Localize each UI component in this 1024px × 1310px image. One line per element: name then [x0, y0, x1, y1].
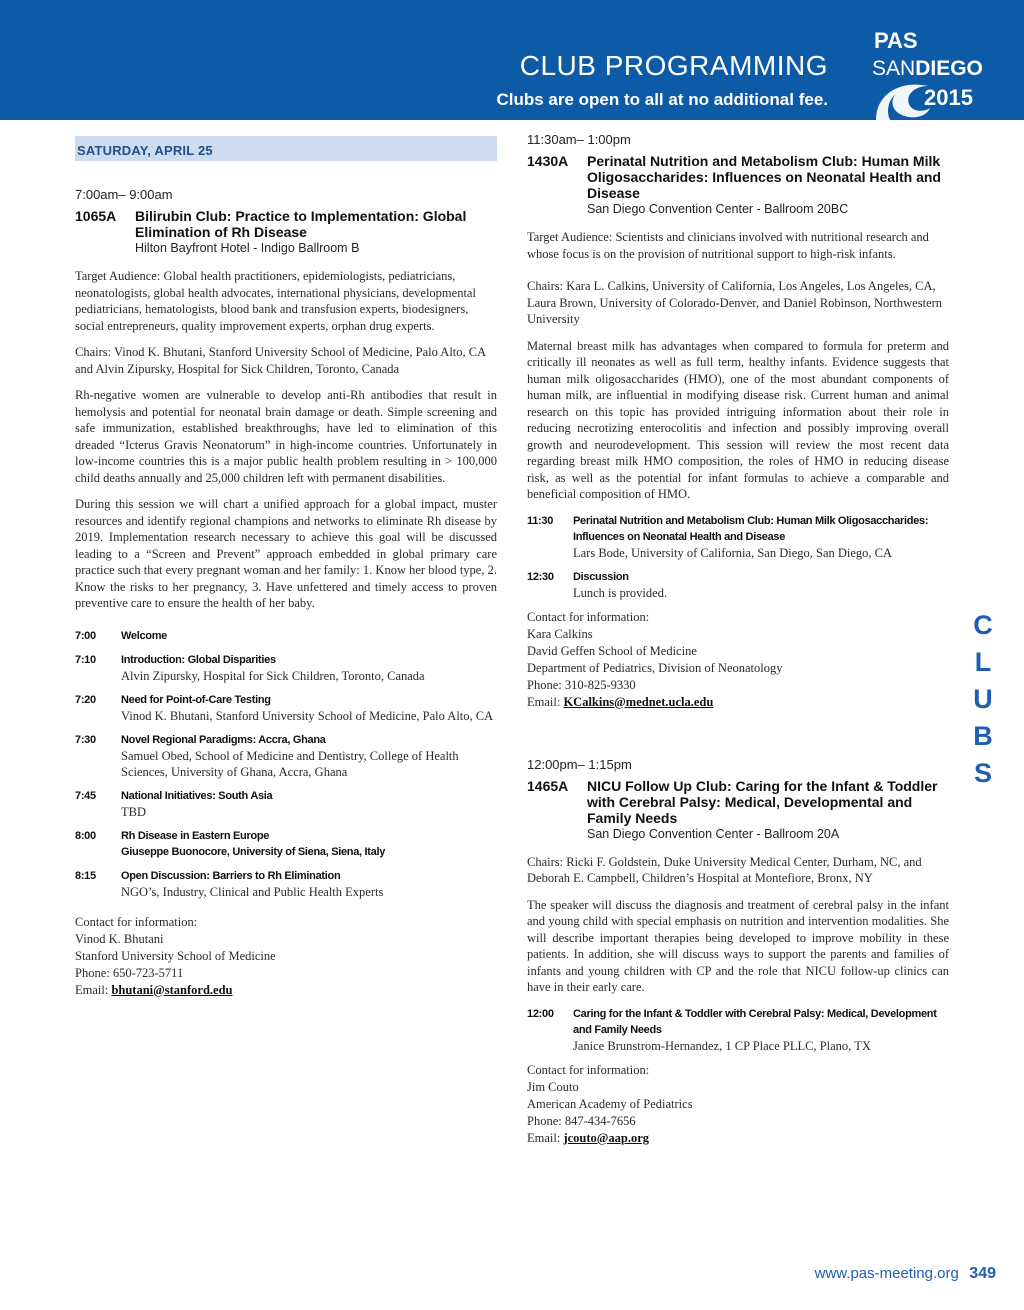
header-banner	[0, 0, 1024, 120]
banner-subtitle: Clubs are open to all at no additional fee.	[496, 90, 828, 109]
agenda-title: Introduction: Global Disparities	[121, 653, 276, 666]
agenda-time: 12:00	[527, 1007, 554, 1020]
email-label: Email:	[527, 694, 564, 709]
agenda-title: National Initiatives: South Asia	[121, 789, 273, 802]
description-paragraph: Maternal breast milk has advantages when compared to formula for preterm and critically ill neonates as well as full term, healthy infants. Evidence suggests that human milk oligosaccharides (HMO), one of the most abundant components of human milk, are influential in modifying disease risk. Current human and animal research on this topic has provided intriguing information about their role in reducing necrotizing enterocolitis and infection and possibly improving overall growth and neurodevelopment. This session will review the most recent data regarding breast milk HMO composition, the roles of HMO in reducing disease risk, as well as the potential for infant formulas to achieve a comparable and beneficial composition of HMO.	[527, 338, 949, 501]
contact-heading: Contact for information:	[527, 1062, 650, 1077]
contact-org: David Geffen School of Medicine	[527, 643, 697, 658]
agenda-note: Lunch is provided.	[573, 585, 668, 600]
contact-heading: Contact for information:	[75, 914, 198, 929]
chairs: Chairs: Vinod K. Bhutani, Stanford University School of Medicine, Palo Alto, CA and Alvin Zipursky, Hospital for Sick Children, Toronto, Canada	[75, 345, 486, 376]
agenda-item	[527, 1006, 949, 1054]
agenda-item	[75, 868, 497, 900]
logo-san: SAN	[872, 57, 916, 80]
session-time: 7:00am– 9:00am	[75, 187, 173, 202]
agenda-speaker: Vinod K. Bhutani, Stanford University School of Medicine, Palo Alto, CA	[121, 708, 494, 723]
contact-heading: Contact for information:	[527, 609, 650, 624]
agenda-speaker: TBD	[121, 804, 146, 819]
side-letter: B	[973, 721, 993, 751]
agenda-time: 8:00	[75, 829, 96, 842]
agenda-time: 7:30	[75, 733, 96, 746]
contact-name: Kara Calkins	[527, 626, 593, 641]
email-link[interactable]: KCalkins@mednet.ucla.edu	[563, 694, 714, 709]
contact-phone: Phone: 310-825-9330	[527, 677, 636, 692]
agenda-time: 11:30	[527, 514, 554, 527]
side-letter: U	[973, 684, 993, 714]
session-code: 1065A	[75, 208, 117, 224]
contact-email-line	[75, 982, 497, 999]
page-footer	[815, 1265, 996, 1283]
session-code: 1430A	[527, 153, 569, 169]
agenda-time: 7:20	[75, 693, 96, 706]
agenda-item	[75, 828, 497, 860]
chairs: Chairs: Ricki F. Goldstein, Duke University Medical Center, Durham, NC, and Deborah E. Campbell, Children’s Hospital at Montefiore, Bronx, NY	[527, 854, 922, 885]
contact-phone: Phone: 847-434-7656	[527, 1113, 636, 1128]
contact-name: Vinod K. Bhutani	[75, 931, 164, 946]
contact-org: Stanford University School of Medicine	[75, 948, 276, 963]
description-paragraph: Rh-negative women are vulnerable to develop anti-Rh antibodies that result in hemolysis and potential for neonatal brain damage or death. Simple screening and safe immunization, established breakthroughs, have led to elimination of this dreaded “Icterus Gravis Neonatorum” in high-income countries. Unfortunately in low-income countries this is a major public health problem resulting in > 100,000 child deaths annually and 25,000 children left with permanent disabilities.	[75, 388, 497, 485]
contact-email-line	[527, 1130, 949, 1147]
session-location: San Diego Convention Center - Ballroom 20BC	[587, 202, 849, 216]
agenda-title: Novel Regional Paradigms: Accra, Ghana	[121, 733, 326, 746]
date-heading: SATURDAY, APRIL 25	[75, 136, 497, 161]
contact-block	[75, 914, 497, 999]
agenda-title: Need for Point-of-Care Testing	[121, 693, 271, 706]
contact-phone: Phone: 650-723-5711	[75, 965, 184, 980]
session-header	[527, 778, 949, 842]
left-column	[75, 132, 497, 999]
contact-name: Jim Couto	[527, 1079, 579, 1094]
session-title: Perinatal Nutrition and Metabolism Club: Human Milk Oligosaccharides: Influences on Neonatal Health and Disease	[587, 153, 941, 201]
agenda-title: Discussion	[573, 570, 629, 583]
agenda-item	[527, 513, 949, 561]
email-label: Email:	[75, 982, 112, 997]
session-title: NICU Follow Up Club: Caring for the Infant & Toddler with Cerebral Palsy: Medical, Developmental and Family Needs	[587, 777, 938, 826]
description-paragraph: The speaker will discuss the diagnosis and treatment of cerebral palsy in the infant and young child with special emphasis on nutrition and intervention modalities. She will describe important therapies being developed to improve mobility in these patients. In addition, she will discuss ways to support the parents and families of infants and young children with CP and the role that NICU follow-up clinics can have in their early care.	[527, 897, 949, 994]
agenda-item	[75, 692, 497, 724]
session-header	[75, 208, 497, 256]
agenda-title: Perinatal Nutrition and Metabolism Club: Human Milk Oligosaccharides: Influences on Neonatal Health and Disease	[573, 514, 929, 543]
agenda-item	[75, 732, 497, 780]
agenda-title: Caring for the Infant & Toddler with Cerebral Palsy: Medical, Development and Family Needs	[573, 1007, 937, 1036]
session-location: San Diego Convention Center - Ballroom 20A	[587, 826, 840, 841]
agenda-item	[75, 652, 497, 684]
session-title: Bilirubin Club: Practice to Implementation: Global Elimination of Rh Disease	[135, 208, 467, 240]
contact-block	[527, 609, 949, 711]
agenda-speaker: NGO’s, Industry, Clinical and Public Health Experts	[121, 884, 384, 899]
banner-title: CLUB PROGRAMMING	[519, 50, 828, 81]
agenda-time: 7:10	[75, 653, 96, 666]
contact-block	[527, 1062, 949, 1147]
side-letter: S	[973, 758, 992, 788]
target-audience: Target Audience: Scientists and clinicians involved with nutritional research and whose focus is on the provision of nutritional support to high-risk infants.	[527, 230, 929, 261]
agenda-speaker: Samuel Obed, School of Medicine and Dentistry, College of Health Sciences, University of Ghana, Accra, Ghana	[121, 748, 459, 779]
target-audience: Target Audience: Global health practitioners, epidemiologists, pediatricians, neonatologists, global health advocates, international physicians, developmental pediatricians, hematologists, blood bank and transfusion experts, biodesigners, social entrepreneurs, quality improvement experts, orphan drug experts.	[75, 269, 476, 333]
section-tab-clubs	[968, 610, 998, 795]
logo-diego: DIEGO	[915, 57, 983, 80]
agenda-speaker: Janice Brunstrom-Hernandez, 1 CP Place PLLC, Plano, TX	[573, 1038, 871, 1053]
side-letter: C	[973, 610, 993, 640]
agenda-item	[75, 788, 497, 820]
footer-url[interactable]: www.pas-meeting.org	[814, 1265, 959, 1282]
contact-org: American Academy of Pediatrics	[527, 1096, 693, 1111]
email-link[interactable]: bhutani@stanford.edu	[111, 982, 233, 997]
contact-dept: Department of Pediatrics, Division of Neonatology	[527, 660, 783, 675]
session-time: 11:30am– 1:00pm	[527, 132, 631, 147]
agenda-item	[527, 569, 949, 601]
agenda-time: 8:15	[75, 869, 96, 882]
agenda-time: 7:00	[75, 629, 96, 642]
agenda-speaker: Alvin Zipursky, Hospital for Sick Children, Toronto, Canada	[121, 668, 425, 683]
agenda-title: Welcome	[121, 629, 167, 642]
session-header	[527, 153, 949, 217]
logo-year: 2015	[924, 85, 973, 110]
agenda-time: 7:45	[75, 789, 96, 802]
session-time: 12:00pm– 1:15pm	[527, 756, 632, 772]
contact-email-line	[527, 694, 949, 711]
agenda-time: 12:30	[527, 570, 554, 583]
description-paragraph: During this session we will chart a unified approach for a global impact, muster resources and identify regional champions and networks to eliminate Rh disease by 2019. Implementation research necessary to achieve this goal will be discussed leading to a “Screen and Prevent” approach embedded in global primary care practice such that every pregnant woman and her family: 1. Know her blood type, 2. Know the risks to her pregnancy, 3. Have unfettered and timely access to proven preventive care to ensure the health of her baby.	[75, 497, 497, 610]
agenda-title: Open Discussion: Barriers to Rh Elimination	[121, 869, 341, 882]
email-link[interactable]: jcouto@aap.org	[563, 1130, 650, 1145]
agenda-speaker: Giuseppe Buonocore, University of Siena, Siena, Italy	[121, 845, 386, 858]
right-column	[527, 132, 949, 1147]
page-number: 349	[969, 1265, 996, 1282]
session-code: 1465A	[527, 777, 569, 794]
agenda-item	[75, 628, 497, 644]
logo-pas-text: PAS	[874, 28, 918, 53]
chairs: Chairs: Kara L. Calkins, University of California, Los Angeles, Los Angeles, CA, Laura Brown, University of Colorado-Denver, and Daniel Robinson, Northwestern University	[527, 279, 943, 326]
side-letter: L	[974, 647, 992, 677]
email-label: Email:	[527, 1130, 564, 1145]
pas-logo	[860, 0, 1024, 120]
agenda-title: Rh Disease in Eastern Europe	[121, 829, 270, 842]
session-location: Hilton Bayfront Hotel - Indigo Ballroom B	[135, 241, 360, 255]
agenda-speaker: Lars Bode, University of California, San Diego, San Diego, CA	[573, 545, 893, 560]
